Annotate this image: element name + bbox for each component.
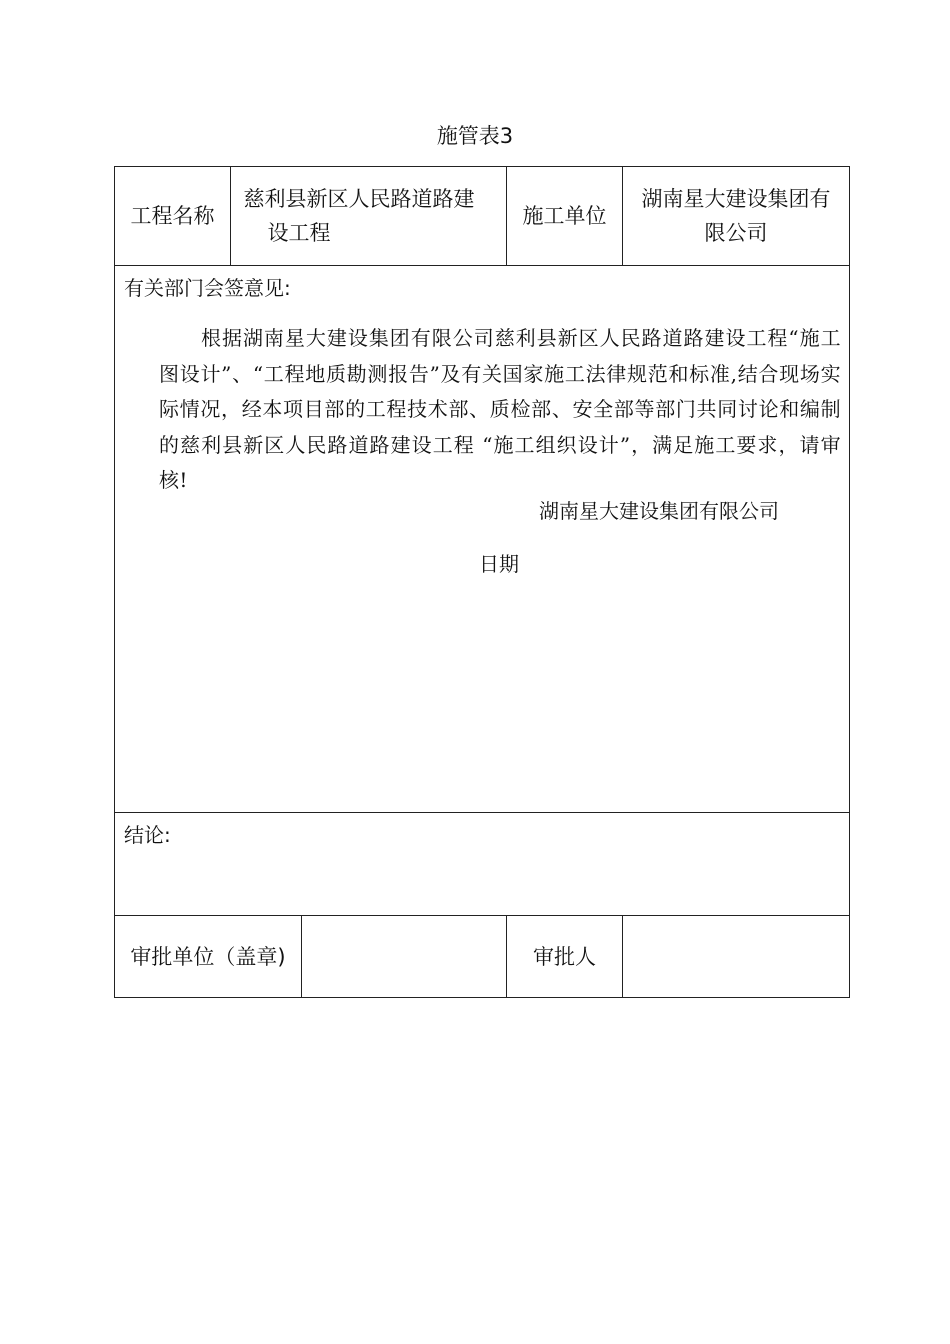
approver-value-cell: [623, 916, 849, 997]
opinion-date-label: 日期: [479, 552, 519, 576]
project-name-label-cell: [115, 167, 231, 265]
project-name-line2: 设工程: [267, 221, 331, 245]
opinion-body: 根据湖南星大建设集团有限公司慈利县新区人民路道路建设工程“施工图设计”、“工程地质勘测报告”及有关国家施工法律规范和标准,结合现场实际情况，经本项目部的工程技术部、质检部、安全部等部门共同讨论和编制的慈利县新区人民路道路建设工程 “施工组织设计”，满足施工要求，请审核!: [159, 326, 841, 492]
construction-unit-line2: 限公司: [704, 221, 768, 245]
document-title: 施管表3: [436, 124, 514, 148]
project-name-value: [244, 182, 494, 250]
form-table: [114, 166, 850, 998]
opinion-header: 有关部门会签意见:: [124, 276, 291, 300]
project-name-value-cell: [231, 167, 507, 265]
construction-unit-value-cell: [623, 167, 849, 265]
approver-label-cell: [507, 916, 623, 997]
opinion-signer: 湖南星大建设集团有限公司: [539, 499, 779, 523]
conclusion-label: 结论:: [124, 823, 171, 847]
construction-unit-line1: 湖南星大建设集团有: [641, 187, 831, 211]
construction-unit-label-cell: [507, 167, 623, 265]
approval-unit-label: 审批单位（盖章): [130, 944, 286, 969]
approval-row: [115, 916, 849, 997]
opinion-row: [115, 266, 849, 813]
approval-unit-label-cell: [115, 916, 302, 997]
construction-unit-value: [631, 182, 841, 250]
project-name-label: 工程名称: [130, 204, 215, 228]
approver-label: 审批人: [533, 944, 596, 969]
project-name-line1: 慈利县新区人民路道路建: [243, 187, 475, 211]
project-info-row: [115, 167, 849, 266]
approval-unit-value-cell: [302, 916, 507, 997]
construction-unit-label: 施工单位: [522, 204, 607, 228]
conclusion-row: [115, 813, 849, 916]
